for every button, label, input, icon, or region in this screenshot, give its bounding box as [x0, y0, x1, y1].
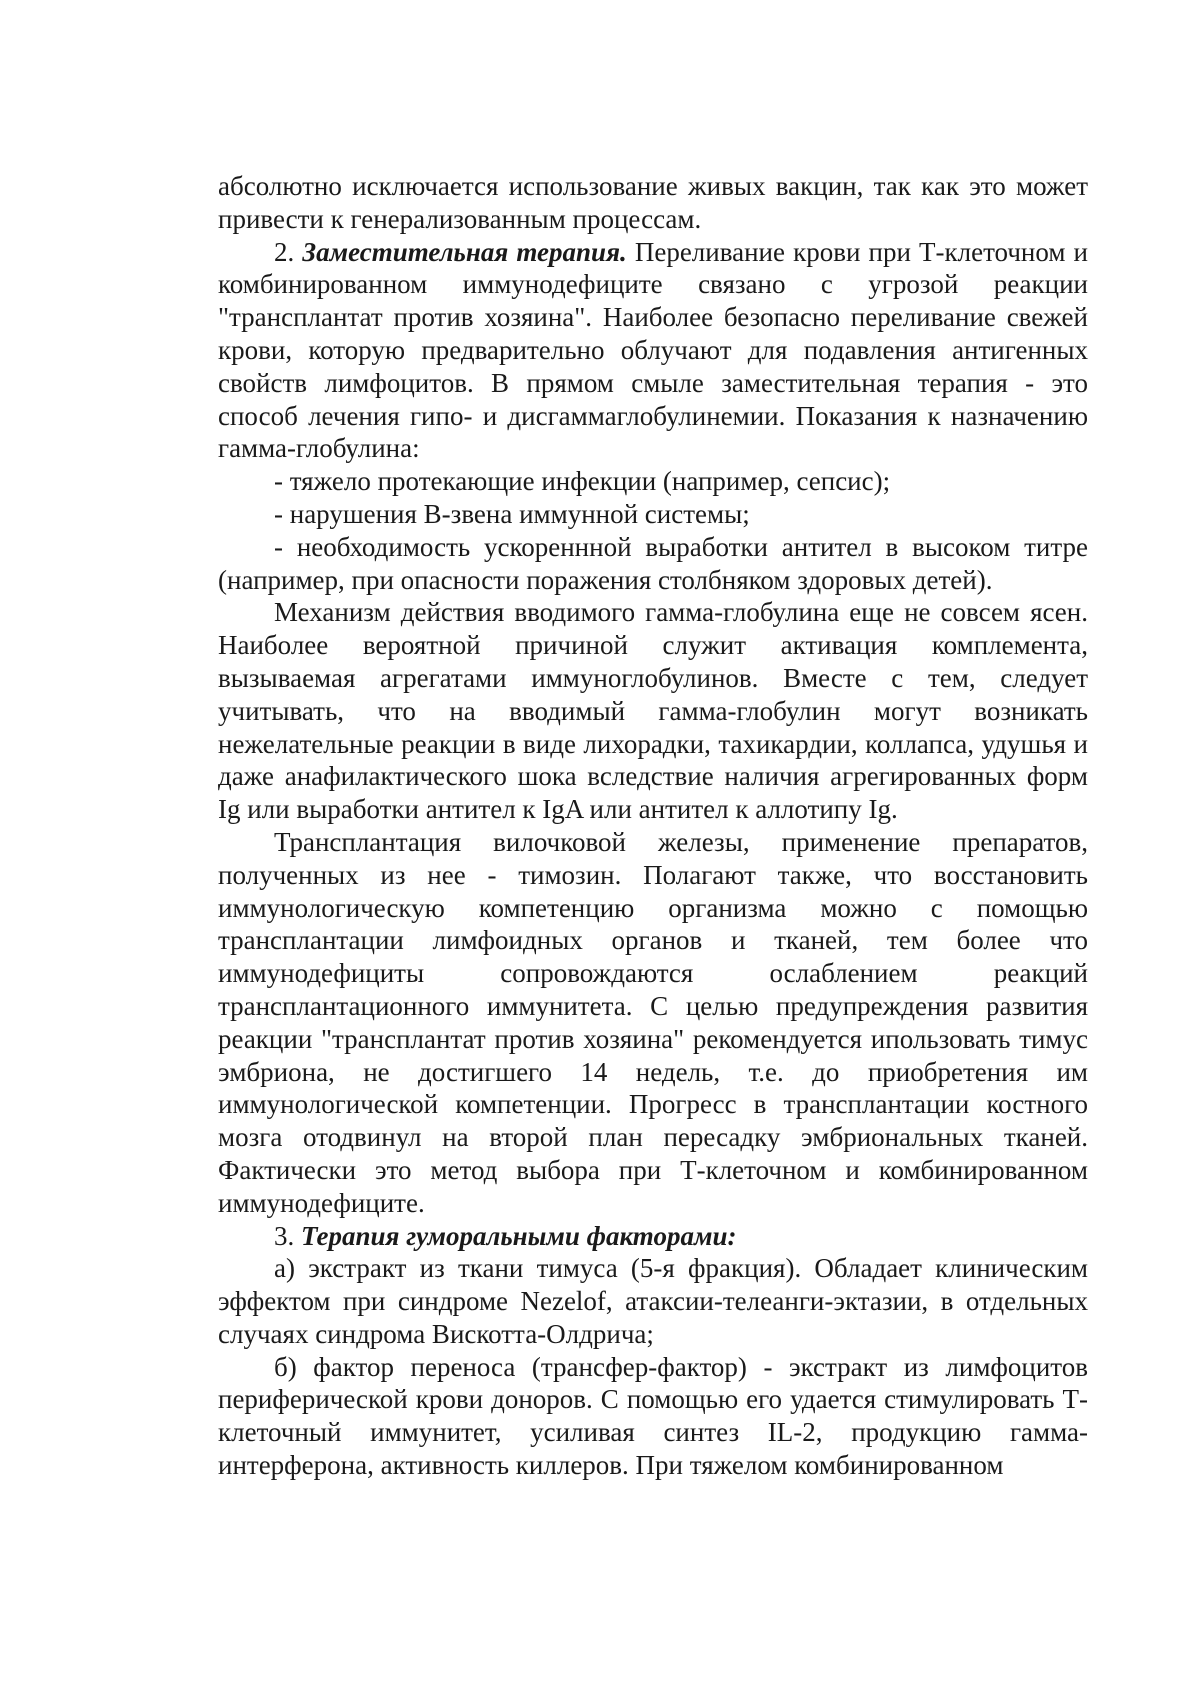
list-item: - необходимость ускореннной выработки антител в высоком титре (например, при опасности поражения столбняком здоровых детей).: [218, 531, 1088, 595]
paragraph-mechanism: Механизм действия вводимого гамма-глобулина еще не совсем ясен. Наиболее вероятной причиной служит активация комплемента, вызываемая агрегатами иммуноглобулинов. Вместе с тем, следует учитывать, что на вводимый гамма-глобулин могут возникать нежелательные реакции в виде лихорадки, тахикардии, коллапса, удушья и даже анафилактического шока вследствие наличия агрегированных форм Ig или выработки антител к IgA или антител к аллотипу Ig.: [218, 597, 1088, 825]
paragraph-replacement-therapy: [218, 236, 1088, 466]
item-number: 3.: [274, 1220, 301, 1251]
paragraph-humoral-therapy: [218, 1220, 1088, 1253]
paragraph-text: Переливание крови при Т-клеточном и комбинированном иммунодефиците связано с угрозой реакции "трансплантат против хозяина". Наиболее безопасно переливание свежей крови, которую предварительно облучают для подавления антигенных свойств лимфоцитов. В прямом смыле заместительная терапия - это способ лечения гипо- и дисгаммаглобулинемии. Показания к назначению гамма-глобулина:: [218, 236, 1089, 464]
item-number: 2.: [274, 236, 303, 267]
list-item: - тяжело протекающие инфекции (например, сепсис);: [274, 466, 891, 497]
paragraph-item-b: б) фактор переноса (трансфер-фактор) - экстракт из лимфоцитов периферической крови доноров. С помощью его удается стимулировать Т-клеточный иммунитет, усиливая синтез IL-2, продукцию гамма-интерферона, активность киллеров. При тяжелом комбинированном: [218, 1351, 1088, 1481]
paragraph-item-a: а) экстракт из ткани тимуса (5-я фракция). Обладает клиническим эффектом при синдроме Nezelof, атаксии-телеанги-эктазии, в отдельных случаях синдрома Вискотта-Олдрича;: [218, 1253, 1088, 1349]
section-heading-replacement-therapy: Заместительная терапия.: [302, 236, 627, 267]
section-heading-humoral-therapy: Терапия гуморальными факторами:: [301, 1220, 737, 1251]
paragraph-continuation: абсолютно исключается использование живых вакцин, так как это может привести к генерализованным процессам.: [218, 171, 1088, 234]
document-page: [218, 170, 1088, 1482]
list-item: - нарушения В-звена иммунной системы;: [274, 498, 750, 529]
paragraph-transplantation: Трансплантация вилочковой железы, применение препаратов, полученных из нее - тимозин. Полагают также, что восстановить иммунологическую компетенцию организма можно с помощью трансплантации лимфоидных органов и тканей, тем более что иммунодефициты сопровождаются ослаблением реакций трансплантационного иммунитета. С целью предупреждения развития реакции "трансплантат против хозяина" рекомендуется ипользовать тимус эмбриона, не достигшего 14 недель, т.е. до приобретения им иммунологической компетенции. Прогресс в трансплантации костного мозга отодвинул на второй план пересадку эмбриональных тканей. Фактически это метод выбора при Т-клеточном и комбинированном иммунодефиците.: [218, 826, 1088, 1218]
